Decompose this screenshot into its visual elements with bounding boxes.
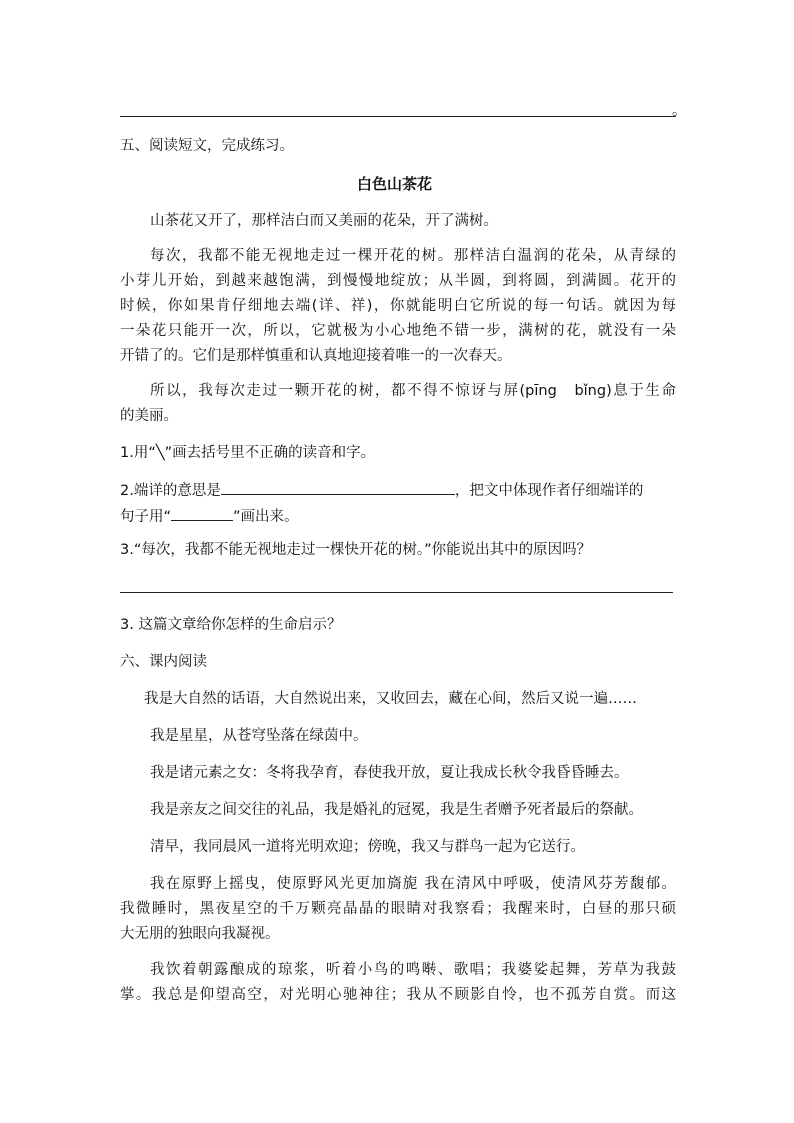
passage-paragraph-3-line-1: 所以，我每次走过一颗开花的树，都不得不惊讶与屏(pīng bǐng)息于生命 (150, 383, 676, 399)
passage-paragraph-2-line-3: 时候，你如果肯仔细地去端(详、祥)，你就能明白它所说的每一句话。就因为每 (120, 298, 676, 314)
passage-paragraph-2-line-4: 一朵花只能开一次，所以，它就极为小心地绝不错一步，满树的花，就没有一朵 (120, 323, 676, 339)
question-2-prefix: 2.端详的意思是 (120, 483, 221, 499)
poem-paragraph-dew-line-1: 我饮着朝露酿成的琼浆，听着小鸟的鸣啭、歌唱；我婆娑起舞，芳草为我鼓 (150, 962, 676, 978)
question-2-suffix: ，把文中体现作者仔细端详的 (454, 483, 644, 499)
question-4: 3. 这篇文章给你怎样的生命启示？ (120, 617, 342, 633)
question-2-line-2 (120, 506, 299, 526)
passage-paragraph-2-line-2: 小芽儿开始，到越来越饱满，到慢慢地绽放；从半圆，到将圆，到满圆。花开的 (120, 273, 676, 289)
question-2-line-2-suffix: ”画出来。 (233, 509, 299, 525)
section6-heading: 六、课内阅读 (120, 654, 207, 670)
poem-line-5: 清早，我同晨风一道将光明欢迎；傍晚，我又与群鸟一起为它送行。 (150, 839, 585, 855)
poem-paragraph-wind-line-2: 我微睡时，黑夜星空的千万颗亮晶晶的眼睛对我察看；我醒来时，白昼的那只硕 (120, 901, 676, 917)
poem-line-1: 我是大自然的话语，大自然说出来，又收回去，藏在心间，然后又说一遍…… (144, 691, 637, 707)
section5-heading: 五、阅读短文，完成练习。 (120, 138, 294, 154)
poem-line-2: 我是星星，从苍穹坠落在绿茵中。 (150, 728, 368, 744)
passage-paragraph-1: 山茶花又开了，那样洁白而又美丽的花朵，开了满树。 (150, 213, 498, 229)
poem-paragraph-wind-line-1: 我在原野上摇曳，使原野风光更加旖旎 我在清风中呼吸，使清风芬芳馥郁。 (150, 876, 676, 892)
passage-paragraph-2-line-5: 开错了的。它们是那样慎重和认真地迎接着唯一的一次春天。 (120, 348, 512, 364)
answer-line-top (120, 116, 676, 117)
poem-paragraph-dew-line-2: 掌。我总是仰望高空，对光明心驰神往；我从不顾影自怜，也不孤芳自赏。而这 (120, 987, 676, 1003)
passage-paragraph-3-line-2: 的美丽。 (120, 408, 178, 424)
poem-paragraph-wind-line-3: 大无朋的独眼向我凝视。 (120, 926, 280, 942)
answer-period: 。 (672, 103, 687, 119)
passage-title: 白色山茶花 (357, 175, 433, 193)
question-2-line-2-prefix: 句子用“ (120, 509, 172, 525)
poem-line-3: 我是诸元素之女：冬将我孕育，春使我开放，夏让我成长秋令我昏昏睡去。 (150, 765, 629, 781)
question-2-underline-marker (171, 506, 233, 521)
question-3: 3.“每次，我都不能无视地走过一棵快开花的树。”你能说出其中的原因吗？ (120, 542, 592, 558)
poem-line-4: 我是亲友之间交往的礼品，我是婚礼的冠冕，我是生者赠予死者最后的祭献。 (150, 802, 643, 818)
question-3-answer-line[interactable] (120, 592, 673, 593)
question-1: 1.用“╲”画去括号里不正确的读音和字。 (120, 445, 376, 461)
passage-paragraph-2-line-1: 每次，我都不能无视地走过一棵开花的树。那样洁白温润的花朵，从青绿的 (150, 248, 676, 264)
question-2-answer-blank[interactable] (221, 480, 455, 495)
question-2-line-1 (120, 480, 643, 500)
